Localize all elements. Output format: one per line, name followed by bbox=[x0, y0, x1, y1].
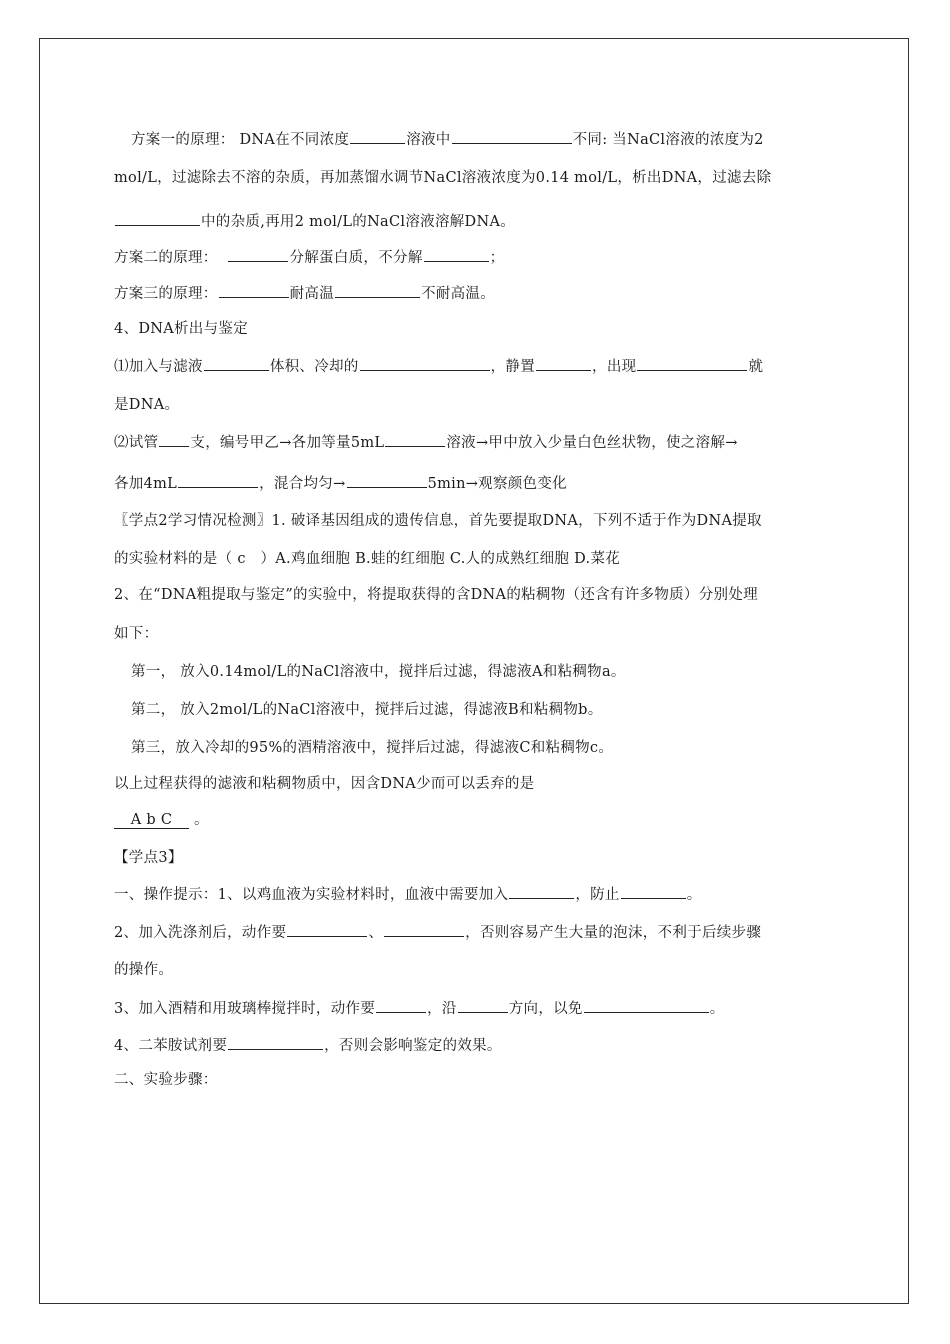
answer-blank[interactable] bbox=[584, 997, 709, 1013]
answer-blank[interactable] bbox=[424, 246, 489, 262]
treatment-two: 第二， 放入2mol/L的NaCl溶液中，搅拌后过滤，得滤液B和粘稠物b。 bbox=[131, 702, 603, 718]
operation-tip-2: 2、加入洗涤剂后，动作要 、 ，否则容易产生大量的泡沫，不利于后续步骤 bbox=[114, 921, 761, 943]
step-1-line: ⑴加入与滤液 体积、冷却的 ，静置 ，出现 就 bbox=[114, 355, 763, 377]
answer-blank[interactable] bbox=[384, 921, 464, 937]
question-2-answer-line: A b C 。 bbox=[114, 810, 209, 830]
answer-blank[interactable] bbox=[509, 883, 574, 899]
answer-blank[interactable] bbox=[178, 472, 258, 488]
answer-blank[interactable] bbox=[228, 1034, 323, 1050]
answer-blank[interactable] bbox=[335, 282, 420, 298]
plan-one-principle-line: 方案一的原理： DNA在不同浓度 溶液中 不同: 当NaCl溶液的浓度为2 bbox=[114, 128, 764, 150]
answer-blank[interactable] bbox=[287, 921, 367, 937]
question-2-prompt: 以上过程获得的滤液和粘稠物质中，因含DNA少而可以丢弃的是 bbox=[114, 776, 535, 792]
section-heading-dna-precipitation: 4、DNA析出与鉴定 bbox=[114, 321, 249, 337]
answer-blank[interactable] bbox=[360, 355, 490, 371]
operation-tip-1: 一、操作提示：1、以鸡血液为实验材料时，血液中需要加入 ，防止 。 bbox=[114, 883, 702, 905]
operation-tip-4: 4、二苯胺试剂要 ，否则会影响鉴定的效果。 bbox=[114, 1034, 502, 1056]
answer-blank[interactable] bbox=[219, 282, 289, 298]
answer-blank[interactable] bbox=[385, 431, 445, 447]
treatment-one: 第一， 放入0.14mol/L的NaCl溶液中，搅拌后过滤，得滤液A和粘稠物a。 bbox=[131, 664, 626, 680]
section-heading-experiment-steps: 二、实验步骤： bbox=[114, 1072, 218, 1088]
answer-blank[interactable] bbox=[452, 128, 572, 144]
step-1-line-2: 是DNA。 bbox=[114, 397, 180, 413]
answer-blank[interactable] bbox=[204, 355, 269, 371]
answer-blank[interactable] bbox=[350, 128, 405, 144]
plan-one-principle-line-3: 中的杂质,再用2 mol/L的NaCl溶液溶解DNA。 bbox=[114, 210, 515, 232]
answer-blank[interactable] bbox=[458, 997, 508, 1013]
check-question-2-line: 2、在“DNA粗提取与鉴定”的实验中，将提取获得的含DNA的粘稠物（还含有许多物质）分别处理 bbox=[114, 587, 758, 603]
treatment-three: 第三，放入冷却的95%的酒精溶液中，搅拌后过滤，得滤液C和粘稠物c。 bbox=[131, 740, 614, 756]
operation-tip-2-line-2: 的操作。 bbox=[114, 962, 174, 978]
plan-one-principle-line-2: mol/L，过滤除去不溶的杂质，再加蒸馏水调节NaCl溶液浓度为0.14 mol/L，析出DNA，过滤去除 bbox=[114, 170, 772, 186]
answer-blank[interactable] bbox=[347, 472, 427, 488]
check-question-1-line: 〖学点2学习情况检测〗1. 破译基因组成的遗传信息，首先要提取DNA，下列不适于作为DNA提取 bbox=[114, 513, 762, 529]
step-2-line: ⑵试管 支，编号甲乙→各加等量5mL 溶液→甲中放入少量白色丝状物，使之溶解→ bbox=[114, 431, 738, 453]
answer-blank[interactable] bbox=[376, 997, 426, 1013]
plan-three-principle-line: 方案三的原理： 耐高温 不耐高温。 bbox=[114, 282, 495, 304]
answer-blank[interactable] bbox=[228, 246, 288, 262]
check-question-2-line-2: 如下： bbox=[114, 626, 159, 642]
section-heading-point-3: 【学点3】 bbox=[114, 850, 183, 866]
question-1-answer: c bbox=[237, 551, 246, 567]
step-2-line-2: 各加4mL ，混合均匀→ 5min→观察颜色变化 bbox=[114, 472, 567, 494]
answer-blank[interactable] bbox=[621, 883, 686, 899]
answer-blank[interactable] bbox=[115, 210, 200, 226]
plan-two-principle-line: 方案二的原理： 分解蛋白质，不分解 ； bbox=[114, 246, 504, 268]
check-question-1-line-2: 的实验材料的是（ c ）A.鸡血细胞 B.蛙的红细胞 C.人的成熟红细胞 D.菜花 bbox=[114, 551, 621, 567]
answer-blank[interactable] bbox=[536, 355, 591, 371]
answer-blank[interactable] bbox=[637, 355, 747, 371]
operation-tip-3: 3、加入酒精和用玻璃棒搅拌时，动作要 ，沿 方向，以免 。 bbox=[114, 997, 725, 1019]
question-2-answer: A b C bbox=[114, 812, 189, 829]
answer-blank[interactable] bbox=[159, 431, 189, 447]
